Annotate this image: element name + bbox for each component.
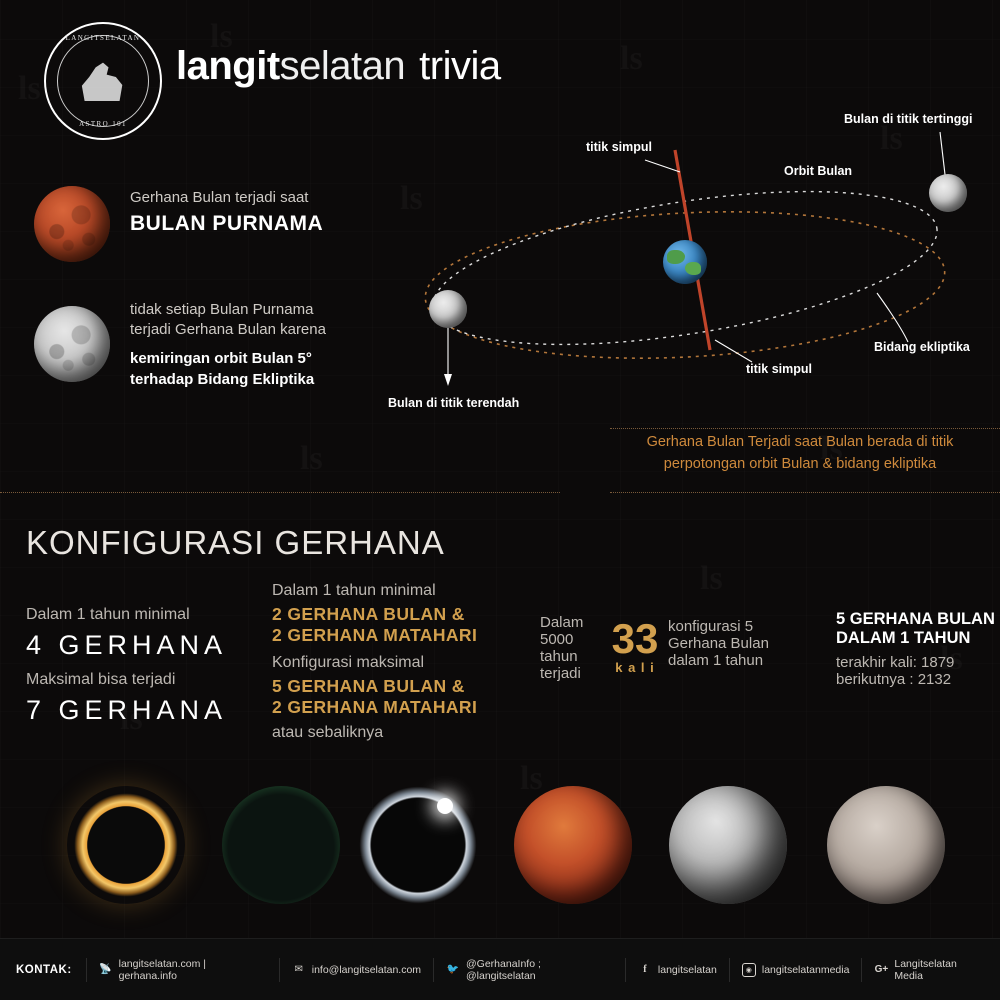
footer-item-instagram[interactable] (729, 958, 862, 982)
col4-line-3: terakhir kali: 1879 (836, 654, 955, 671)
col1-line-4: 7 GERHANA (26, 695, 228, 725)
col4-line-1: 5 GERHANA BULAN (836, 610, 995, 628)
divider-section (0, 492, 560, 493)
total-lunar-eclipse-photo (505, 778, 640, 913)
label-moon-highest: Bulan di titik tertinggi (844, 112, 973, 126)
footer-item-twitter[interactable] (433, 958, 625, 982)
col3-line-2: 5000 (540, 631, 574, 648)
label-ecliptic-plane: Bidang ekliptika (874, 340, 970, 354)
column-statistik (540, 614, 800, 682)
fact-2-line-4: terhadap Bidang Ekliptika (130, 370, 315, 388)
earth-icon (663, 240, 707, 284)
eclipse-photo-strip (0, 770, 1000, 930)
col1-line-2: 4 GERHANA (26, 630, 228, 660)
col1-line-1: Dalam 1 tahun minimal (26, 606, 190, 623)
col2-line-1: Dalam 1 tahun minimal (272, 582, 436, 599)
column-tahun (836, 610, 1000, 688)
col3-right-2: Gerhana Bulan (668, 635, 769, 652)
footer-googleplus-text: Langitselatan Media (894, 957, 957, 982)
divider-caption-bottom (610, 492, 1000, 493)
column-konfigurasi (272, 582, 502, 742)
moon-highest-icon (929, 174, 967, 212)
footer-website-text: langitselatan.com | gerhana.info (118, 957, 206, 982)
col2-line-2: 2 GERHANA BULAN & (272, 604, 465, 624)
googleplus-icon: G+ (874, 964, 889, 975)
footer-facebook-text: langitselatan (657, 963, 717, 976)
col3-right-3: dalam 1 tahun (668, 652, 764, 669)
footer-email-text: info@langitselatan.com (311, 963, 422, 976)
facebook-icon: f (643, 964, 647, 975)
fact-1-line-2: BULAN PURNAMA (130, 212, 324, 236)
fact-2-line-1: tidak setiap Bulan Purnama (130, 301, 314, 318)
col3-number-unit: k a l i (615, 660, 655, 675)
col1-line-3: Maksimal bisa terjadi (26, 671, 176, 688)
diamond-ring-flare-icon (437, 798, 453, 814)
mail-icon: ✉ (294, 964, 303, 975)
total-solar-eclipse-dark-photo (213, 778, 348, 913)
col3-right-1: konfigurasi 5 (668, 618, 754, 635)
penumbral-lunar-eclipse-photo (818, 778, 953, 913)
red-moon-icon (34, 186, 110, 262)
label-moon-lowest: Bulan di titik terendah (388, 396, 520, 410)
fact-2-line-3: kemiringan orbit Bulan 5° (130, 349, 312, 367)
caption-line-1: Gerhana Bulan Terjadi saat Bulan berada di titik (646, 434, 954, 450)
brand-suffix: trivia (419, 44, 501, 88)
rss-icon: 📡 (99, 964, 112, 975)
brand-bold: langit (176, 44, 280, 88)
footer-item-website[interactable] (86, 958, 279, 982)
fact-2-line-2: terjadi Gerhana Bulan karena (130, 321, 326, 339)
diamond-ring-eclipse-photo (350, 778, 485, 913)
moon-lowest-icon (429, 290, 467, 328)
brand-light: selatan (279, 44, 406, 88)
section-title: KONFIGURASI GERHANA (26, 524, 445, 561)
full-moon-icon (34, 306, 110, 382)
footer-twitter-text: @GerhanaInfo ; @langitselatan (466, 957, 541, 982)
col3-line-1: Dalam (540, 614, 584, 631)
langitselatan-logo (44, 22, 162, 140)
ecliptic-plane-ellipse (422, 199, 949, 370)
logo-ring-bottom-text: ASTRO 101 (79, 120, 127, 128)
divider-caption-top (610, 428, 1000, 429)
col3-line-3: tahun (540, 648, 578, 665)
logo-ring-top-text: LANGITSELATAN (65, 34, 141, 42)
orbit-caption (600, 432, 1000, 476)
col2-line-7: atau sebaliknya (272, 724, 384, 741)
col2-line-3: 2 GERHANA MATAHARI (272, 625, 478, 645)
label-node-top: titik simpul (586, 140, 652, 154)
footer-item-email[interactable] (279, 958, 433, 982)
twitter-icon: 🐦 (446, 964, 460, 975)
orbit-diagram (380, 90, 1000, 490)
footer-kontak-label: KONTAK: (16, 963, 72, 976)
instagram-icon: ◉ (742, 963, 756, 977)
brand-title (176, 44, 501, 89)
col3-line-4: terjadi (540, 665, 581, 682)
col2-line-4: Konfigurasi maksimal (272, 654, 425, 671)
col4-line-2: DALAM 1 TAHUN (836, 629, 971, 647)
footer-contact-bar (0, 938, 1000, 1000)
horse-rider-icon (80, 61, 126, 101)
footer-item-facebook[interactable] (625, 958, 729, 982)
label-moon-orbit: Orbit Bulan (784, 164, 853, 178)
annular-eclipse-photo (58, 778, 193, 913)
watermark (700, 560, 723, 598)
partial-lunar-eclipse-photo (660, 778, 795, 913)
watermark (300, 440, 323, 478)
col2-line-6: 2 GERHANA MATAHARI (272, 697, 478, 717)
col2-line-5: 5 GERHANA BULAN & (272, 676, 465, 696)
leader-node-bottom (715, 340, 752, 362)
arrow-moon-low (444, 374, 452, 386)
caption-line-2: perpotongan orbit Bulan & bidang ekliptika (663, 455, 937, 472)
orbit-svg (380, 90, 1000, 490)
label-node-bottom: titik simpul (746, 362, 812, 376)
leader-node-top (645, 160, 680, 172)
footer-item-googleplus[interactable] (861, 958, 1000, 982)
column-jumlah-gerhana (26, 606, 236, 726)
col3-number: 33 (611, 615, 659, 662)
footer-instagram-text: langitselatanmedia (761, 963, 850, 976)
fact-1-line-1: Gerhana Bulan terjadi saat (130, 189, 309, 206)
col4-line-4: berikutnya : 2132 (836, 671, 952, 688)
